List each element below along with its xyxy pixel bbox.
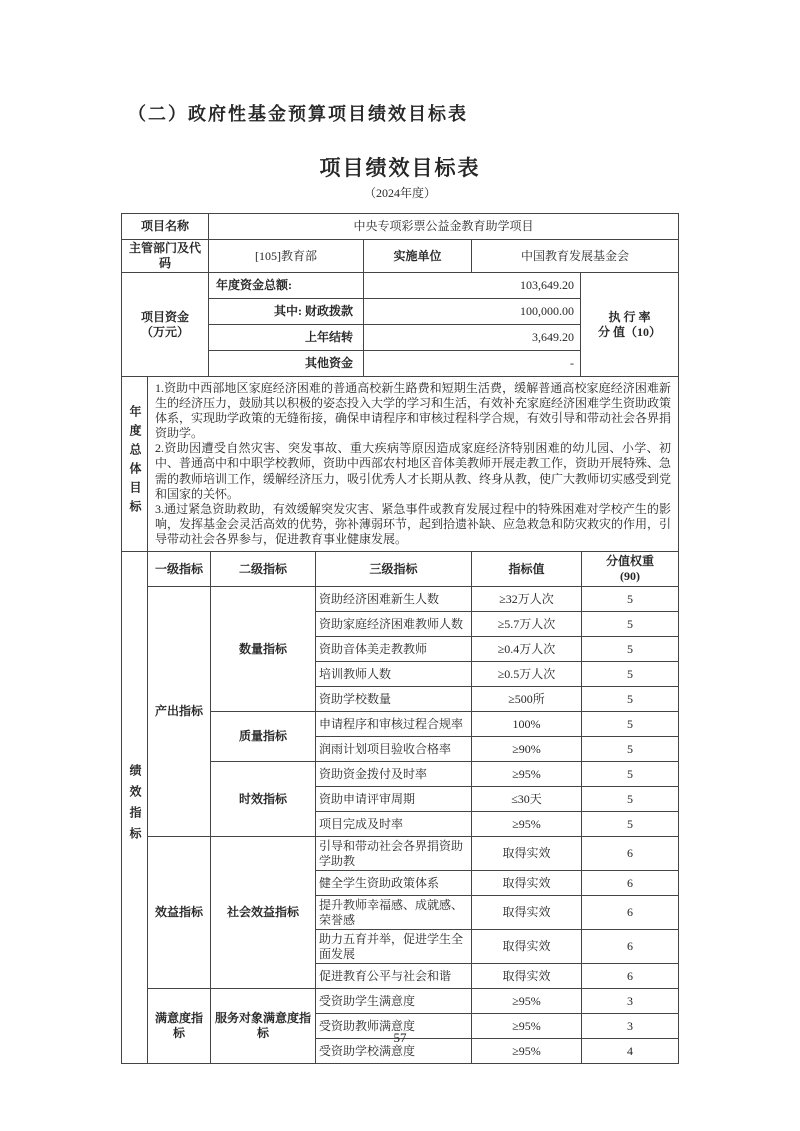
indicator-name: 资助资金拨付及时率: [316, 762, 472, 787]
funding-fiscal-label: 其中: 财政拨款: [209, 299, 364, 325]
indicator-name: 资助家庭经济困难教师人数: [316, 612, 472, 637]
level1-satisfaction: 满意度指标: [148, 989, 211, 1064]
indicator-value: ≥95%: [472, 1039, 582, 1064]
funding-row-header: [122, 273, 209, 377]
level2-quantity: 数量指标: [211, 587, 316, 712]
document-title: 项目绩效目标表: [319, 157, 481, 180]
indicator-score: 5: [582, 812, 679, 837]
project-name-value: 中央专项彩票公益金教育助学项目: [209, 214, 679, 240]
indicator-score: 6: [582, 896, 679, 930]
level2-timeliness: 时效指标: [211, 762, 316, 837]
indicator-score: 6: [582, 930, 679, 964]
indicator-value: ≥95%: [472, 762, 582, 787]
indicator-score: 5: [582, 662, 679, 687]
indicator-name: 促进教育公平与社会和谐: [316, 964, 472, 989]
funding-fiscal-value: 100,000.00: [364, 299, 581, 325]
indicator-name: 受资助学生满意度: [316, 989, 472, 1014]
table-row: [122, 214, 679, 240]
impl-unit-label: 实施单位: [364, 240, 472, 273]
annual-goal-item-1: 1.资助中西部地区家庭经济困难的普通高校新生路费和短期生活费，缓解普通高校家庭经济困难新生的经济压力，鼓励其以积极的姿态投入大学的学习和生活，有效补充家庭经济困难学生资助政策体系，实现助学政策的无缝衔接，确保申请程序和审核过程科学合规，有效引导和带动社会各界捐资助学。: [155, 381, 672, 441]
header-level2: 二级指标: [211, 552, 316, 587]
indicator-value: ≥500所: [472, 687, 582, 712]
project-name-label: 项目名称: [122, 214, 209, 240]
indicator-score: 5: [582, 737, 679, 762]
funding-carryover-label: 上年结转: [209, 325, 364, 351]
funding-other-value: -: [364, 351, 581, 377]
indicator-value: 取得实效: [472, 930, 582, 964]
table-row: [122, 989, 679, 1014]
table-row: [122, 587, 679, 612]
indicator-score: 5: [582, 612, 679, 637]
indicator-score: 5: [582, 687, 679, 712]
indicator-name: 资助学校数量: [316, 687, 472, 712]
header-level3: 三级指标: [316, 552, 472, 587]
indicator-value: 取得实效: [472, 964, 582, 989]
indicator-value: ≥0.4万人次: [472, 637, 582, 662]
indicator-name: 受资助教师满意度: [316, 1014, 472, 1039]
annual-goal-item-2: 2.资助因遭受自然灾害、突发事故、重大疾病等原因造成家庭经济特别困难的幼儿园、小学、初中、普通高中和中职学校教师，资助中西部农村地区音体美教师开展走教工作，资助开展特殊、急需的教师培训工作，缓解经济压力，吸引优秀人才长期从教、终身从教，使广大教师切实感受到党和国家的关怀。: [155, 441, 672, 501]
indicator-value: 取得实效: [472, 871, 582, 896]
indicator-name: 引导和带动社会各界捐资助学助教: [316, 837, 472, 871]
indicator-value: ≥5.7万人次: [472, 612, 582, 637]
indicator-value: 取得实效: [472, 837, 582, 871]
execution-rate-line1: 执 行 率: [608, 309, 651, 324]
level2-social-benefit: 社会效益指标: [211, 837, 316, 989]
annual-goal-item-3: 3.通过紧急资助救助，有效缓解突发灾害、紧急事件或教育发展过程中的特殊困难对学校产生的影响，发挥基金会灵活高效的优势，弥补薄弱环节，起到拾遗补缺、应急救急和防灾救灾的作用，引导带动社会各界参与，促进教育事业健康发展。: [155, 501, 672, 546]
indicator-name: 助力五育并举，促进学生全面发展: [316, 930, 472, 964]
page-number: 57: [393, 1030, 407, 1045]
indicator-value: ≥32万人次: [472, 587, 582, 612]
indicator-name: 资助经济困难新生人数: [316, 587, 472, 612]
indicator-name: 润雨计划项目验收合格率: [316, 737, 472, 762]
indicators-table: [121, 551, 679, 1064]
table-row: [122, 837, 679, 871]
table-row: [122, 240, 679, 273]
funding-carryover-value: 3,649.20: [364, 325, 581, 351]
funding-other-label: 其他资金: [209, 351, 364, 377]
indicators-header-row: [122, 552, 679, 587]
indicator-score: 6: [582, 871, 679, 896]
project-info-table: [121, 213, 679, 273]
indicator-value: ≥95%: [472, 812, 582, 837]
indicator-score: 5: [582, 587, 679, 612]
indicator-name: 资助申请评审周期: [316, 787, 472, 812]
section-heading: （二）政府性基金预算项目绩效目标表: [128, 104, 468, 124]
annual-goal-table: [121, 376, 679, 552]
funding-row-header-line2: （万元）: [140, 324, 189, 339]
funding-total-value: 103,649.20: [364, 273, 581, 299]
level2-quality: 质量指标: [211, 712, 316, 762]
level1-output: 产出指标: [148, 587, 211, 837]
dept-value: [105]教育部: [209, 240, 364, 273]
indicator-score: 5: [582, 762, 679, 787]
performance-target-table: [121, 213, 678, 1064]
indicator-score: 5: [582, 712, 679, 737]
funding-total-label: 年度资金总额:: [209, 273, 364, 299]
indicator-value: ≥95%: [472, 1014, 582, 1039]
table-row: [122, 273, 679, 299]
annual-goal-side-header: [122, 377, 148, 552]
indicator-score: 3: [582, 1014, 679, 1039]
indicator-score: 3: [582, 989, 679, 1014]
execution-rate-header: [581, 273, 679, 377]
indicators-side-label: 绩效指标: [128, 763, 142, 848]
indicator-value: ≤30天: [472, 787, 582, 812]
header-weight: [582, 552, 679, 587]
impl-unit-value: 中国教育发展基金会: [472, 240, 679, 273]
indicator-value: ≥95%: [472, 989, 582, 1014]
indicator-score: 6: [582, 837, 679, 871]
header-weight-line1: 分值权重: [605, 554, 654, 569]
indicator-name: 提升教师幸福感、成就感、荣誉感: [316, 896, 472, 930]
indicator-score: 5: [582, 637, 679, 662]
indicator-value: ≥0.5万人次: [472, 662, 582, 687]
indicators-side-header: [122, 552, 148, 1064]
execution-rate-line2: 分 值（10）: [597, 324, 661, 339]
annual-goal-text: [148, 377, 679, 552]
indicator-name: 培训教师人数: [316, 662, 472, 687]
level2-service-satisfaction: 服务对象满意度指标: [211, 989, 316, 1064]
header-level1: 一级指标: [148, 552, 211, 587]
indicator-score: 6: [582, 964, 679, 989]
indicator-name: 受资助学校满意度: [316, 1039, 472, 1064]
indicator-name: 资助音体美走教教师: [316, 637, 472, 662]
level1-benefit: 效益指标: [148, 837, 211, 989]
header-value: 指标值: [472, 552, 582, 587]
header-weight-line2: (90): [620, 569, 640, 584]
funding-row-header-line1: 项目资金: [140, 309, 189, 324]
indicator-score: 4: [582, 1039, 679, 1064]
indicator-name: 健全学生资助政策体系: [316, 871, 472, 896]
document-subtitle: （2024年度）: [363, 186, 436, 200]
dept-label: 主管部门及代码: [122, 240, 209, 273]
project-funding-table: [121, 272, 679, 377]
table-row: [122, 377, 679, 552]
indicator-value: 取得实效: [472, 896, 582, 930]
indicator-name: 项目完成及时率: [316, 812, 472, 837]
annual-goal-side-label: 年度总体目标: [128, 405, 142, 520]
indicator-value: ≥90%: [472, 737, 582, 762]
indicator-value: 100%: [472, 712, 582, 737]
indicator-score: 5: [582, 787, 679, 812]
indicator-name: 申请程序和审核过程合规率: [316, 712, 472, 737]
